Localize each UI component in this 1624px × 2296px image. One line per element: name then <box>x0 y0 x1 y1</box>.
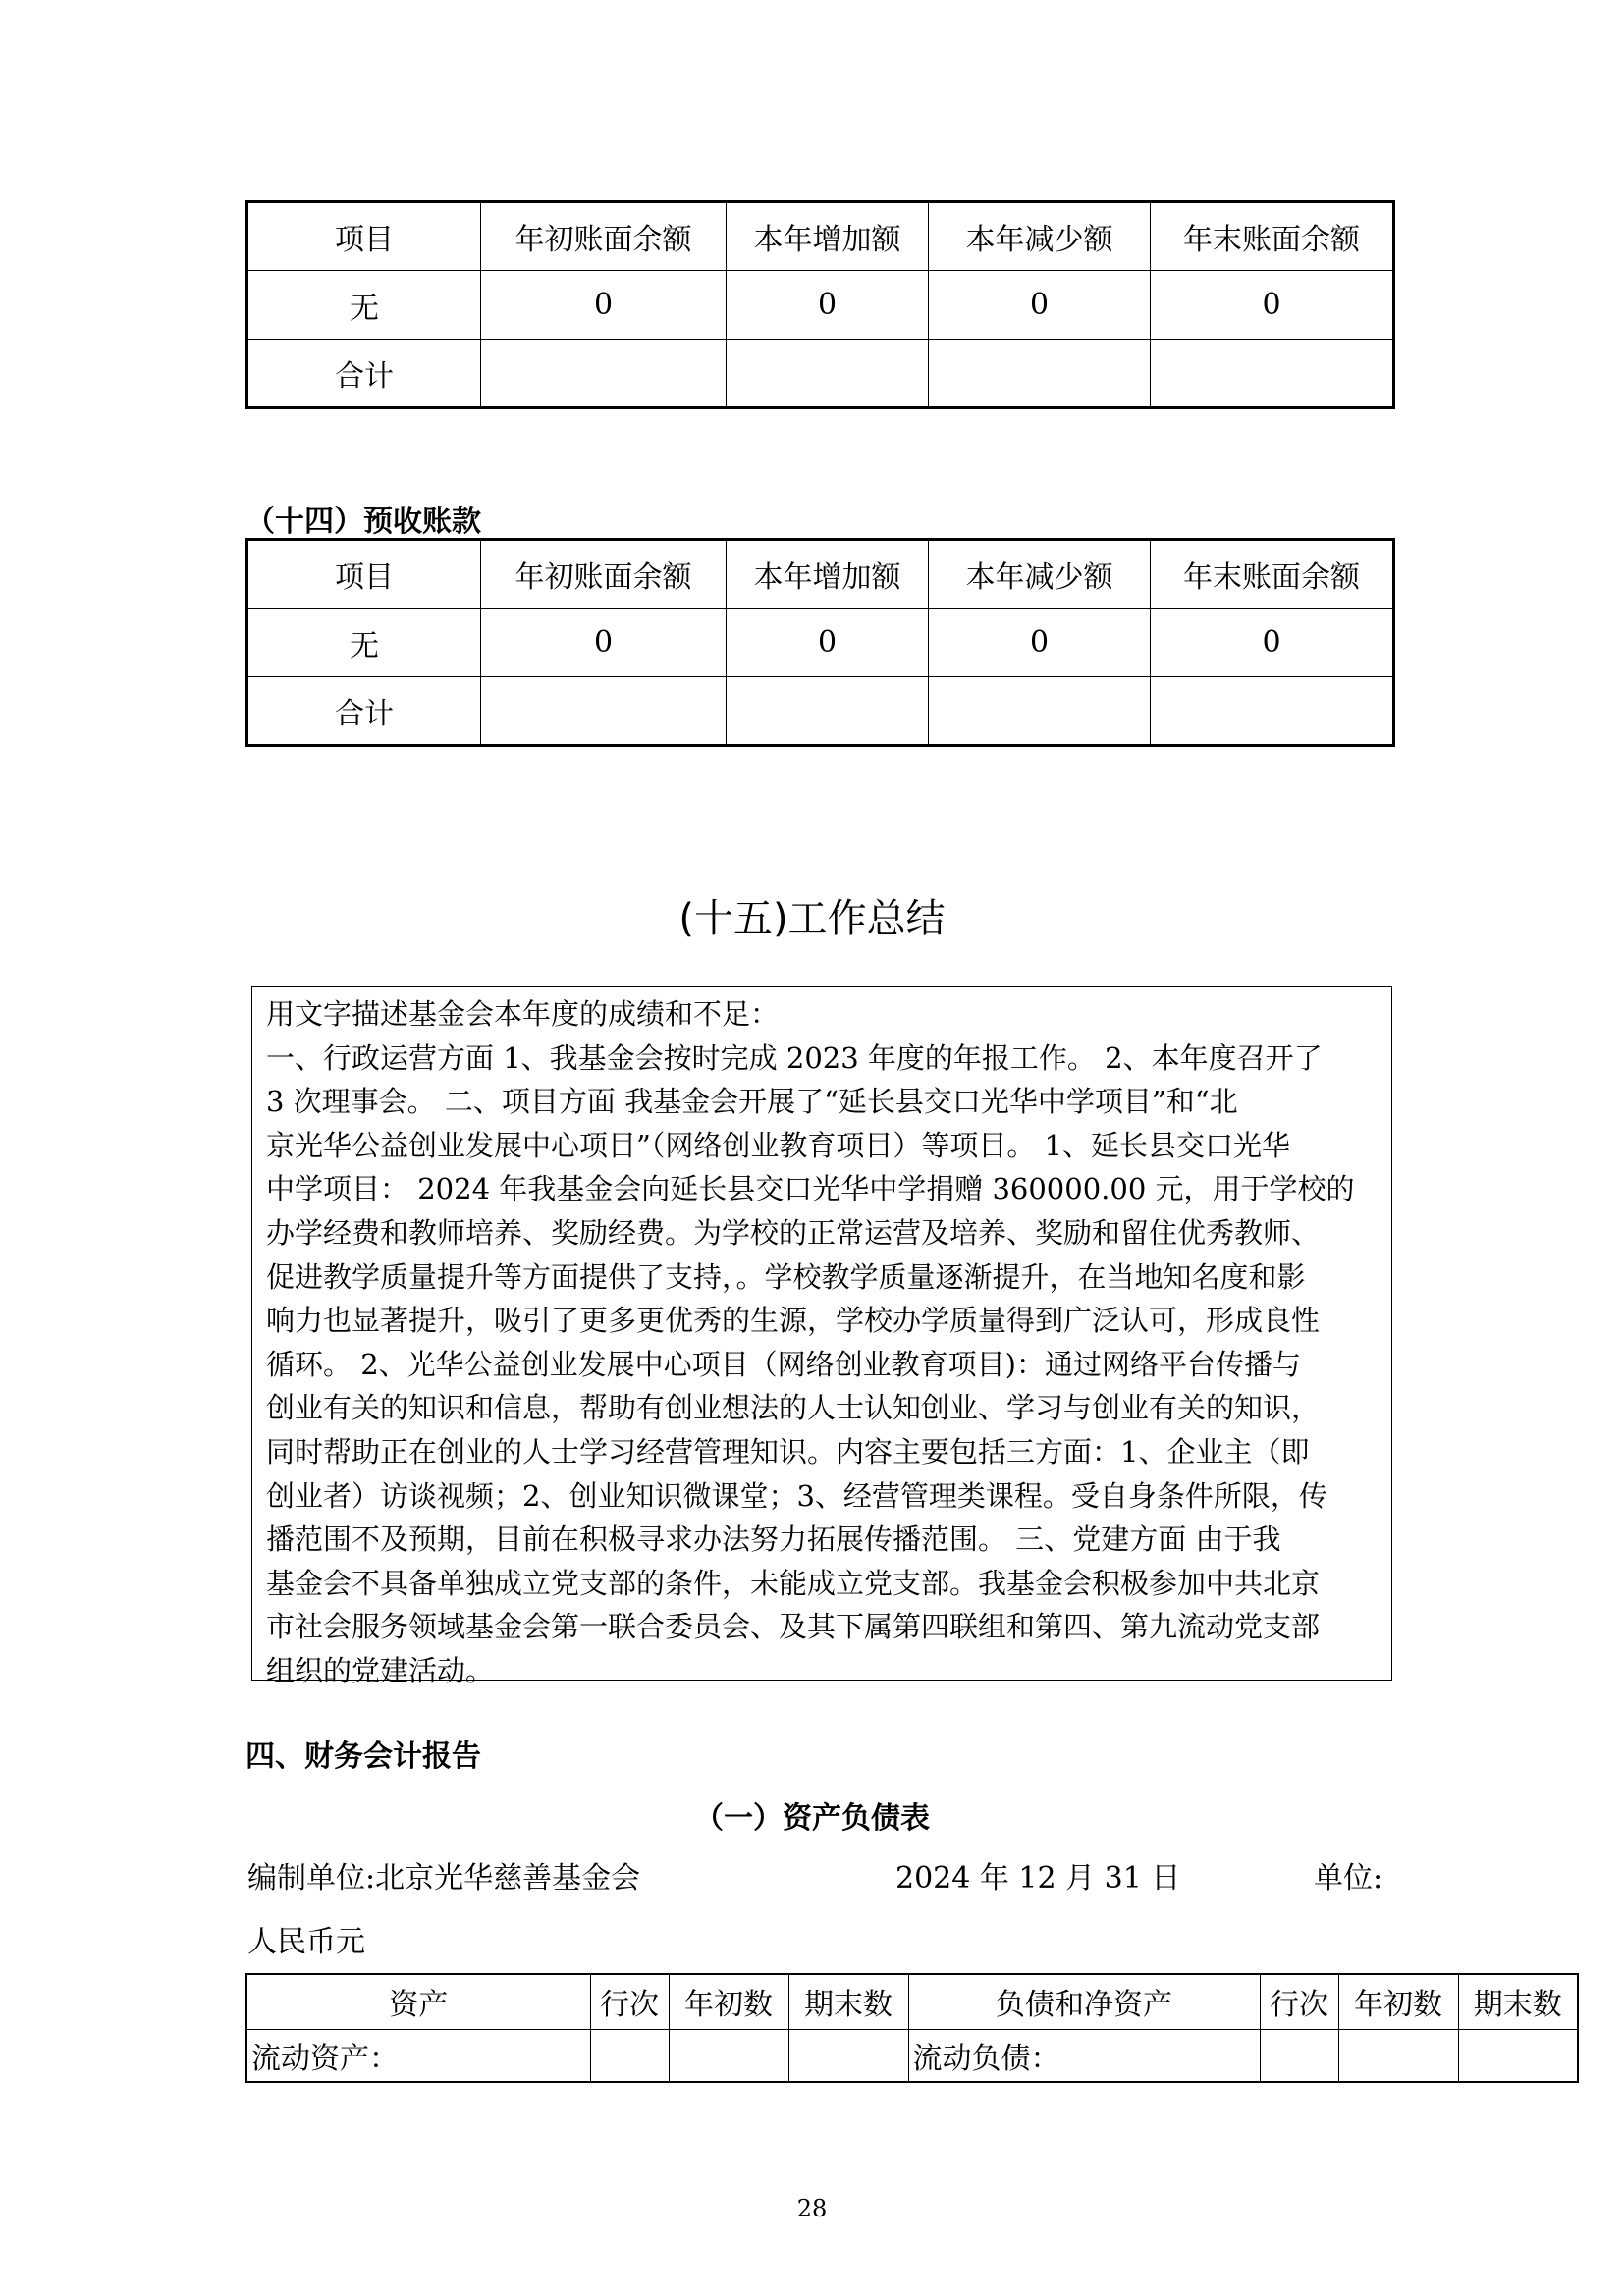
summary-line: 京光华公益创业发展中心项目”（网络创业教育项目）等项目。 1、延长县交口光华 <box>266 1128 1290 1162</box>
summary-line: 用文字描述基金会本年度的成绩和不足： <box>266 997 780 1031</box>
header-cell: 项目 <box>247 202 481 271</box>
table-cell: 合计 <box>247 340 481 408</box>
header-cell: 年初数 <box>669 1974 788 2029</box>
table-header-row <box>247 202 1394 271</box>
balance-sheet-title: （一）资产负债表 <box>694 1801 930 1836</box>
table-row <box>247 677 1394 746</box>
table-cell <box>1151 677 1394 746</box>
header-cell: 期末数 <box>1458 1974 1578 2029</box>
table-cell: 0 <box>481 271 727 340</box>
summary-line: 响力也显著提升，吸引了更多更优秀的生源，学校办学质量得到广泛认可，形成良性 <box>266 1304 1321 1338</box>
section-15-title: (十五)工作总结 <box>678 896 946 941</box>
table-2 <box>245 538 1395 747</box>
header-cell: 年末账面余额 <box>1151 202 1394 271</box>
table-row <box>247 271 1394 340</box>
page-number: 28 <box>796 2195 828 2222</box>
table-cell: 无 <box>247 271 481 340</box>
table-cell: 流动资产： <box>246 2029 590 2082</box>
table-cell <box>1458 2029 1578 2082</box>
table-cell <box>1338 2029 1458 2082</box>
table-cell <box>1260 2029 1338 2082</box>
table-header-row <box>247 540 1394 609</box>
table-row <box>247 609 1394 677</box>
table-cell <box>929 677 1151 746</box>
header-cell: 负债和净资产 <box>908 1974 1260 2029</box>
preparer-unit: 编制单位:北京光华慈善基金会 <box>247 1861 641 1896</box>
report-date: 2024 年 12 月 31 日 <box>895 1861 1181 1896</box>
table-cell <box>929 340 1151 408</box>
table-cell: 0 <box>929 609 1151 677</box>
header-cell: 本年减少额 <box>929 540 1151 609</box>
work-summary-box <box>251 986 1392 1687</box>
table-row <box>247 340 1394 408</box>
unit-prefix: 单位: <box>1314 1861 1383 1896</box>
header-cell: 年初数 <box>1338 1974 1458 2029</box>
table-cell: 0 <box>727 609 929 677</box>
table-cell: 0 <box>481 609 727 677</box>
header-cell: 年初账面余额 <box>481 540 727 609</box>
header-cell: 本年增加额 <box>727 202 929 271</box>
summary-line: 同时帮助正在创业的人士学习经营管理知识。内容主要包括三方面：1、企业主（即 <box>266 1434 1310 1468</box>
table-cell <box>669 2029 788 2082</box>
section-4-title: 四、财务会计报告 <box>245 1739 481 1774</box>
table-1 <box>245 200 1395 409</box>
header-cell: 资产 <box>246 1974 590 2029</box>
table-cell: 0 <box>727 271 929 340</box>
table-cell: 无 <box>247 609 481 677</box>
summary-line: 3 次理事会。 二、项目方面 我基金会开展了“延长县交口光华中学项目”和“北 <box>266 1085 1238 1119</box>
header-cell: 项目 <box>247 540 481 609</box>
summary-line: 基金会不具备单独成立党支部的条件，未能成立党支部。我基金会积极参加中共北京 <box>266 1566 1321 1600</box>
summary-line: 创业有关的知识和信息，帮助有创业想法的人士认知创业、学习与创业有关的知识， <box>266 1391 1321 1425</box>
table-cell: 流动负债： <box>908 2029 1260 2082</box>
table-row <box>246 2029 1578 2082</box>
table-cell <box>590 2029 669 2082</box>
table-cell <box>727 677 929 746</box>
table-cell <box>481 677 727 746</box>
table-cell <box>727 340 929 408</box>
header-cell: 行次 <box>1260 1974 1338 2029</box>
header-cell: 本年增加额 <box>727 540 929 609</box>
summary-line: 促进教学质量提升等方面提供了支持，。学校教学质量逐渐提升，在当地知名度和影 <box>266 1259 1306 1294</box>
balance-sheet-table <box>245 1973 1579 2083</box>
table-cell: 合计 <box>247 677 481 746</box>
table-cell <box>481 340 727 408</box>
header-cell: 本年减少额 <box>929 202 1151 271</box>
table-cell <box>788 2029 908 2082</box>
summary-line: 中学项目： 2024 年我基金会向延长县交口光华中学捐赠 360000.00 元，用于学校的 <box>266 1172 1355 1206</box>
summary-line: 组织的党建活动。 <box>266 1653 495 1687</box>
header-cell: 年初账面余额 <box>481 202 727 271</box>
header-cell: 期末数 <box>788 1974 908 2029</box>
summary-line: 播范围不及预期，目前在积极寻求办法努力拓展传播范围。 三、党建方面 由于我 <box>266 1522 1281 1557</box>
table-cell: 0 <box>1151 271 1394 340</box>
header-cell: 年末账面余额 <box>1151 540 1394 609</box>
table-cell: 0 <box>929 271 1151 340</box>
table-cell: 0 <box>1151 609 1394 677</box>
table-cell <box>1151 340 1394 408</box>
summary-line: 市社会服务领域基金会第一联合委员会、及其下属第四联组和第四、第九流动党支部 <box>266 1610 1321 1644</box>
currency-unit: 人民币元 <box>247 1925 365 1959</box>
summary-line: 循环。 2、光华公益创业发展中心项目（网络创业教育项目)：通过网络平台传播与 <box>266 1347 1301 1381</box>
summary-line: 办学经费和教师培养、奖励经费。为学校的正常运营及培养、奖励和留住优秀教师、 <box>266 1215 1321 1250</box>
summary-line: 一、行政运营方面 1、我基金会按时完成 2023 年度的年报工作。 2、本年度召开了 <box>266 1041 1323 1075</box>
table-header-row <box>246 1974 1578 2029</box>
section-14-title: （十四）预收账款 <box>245 505 481 539</box>
header-cell: 行次 <box>590 1974 669 2029</box>
summary-line: 创业者）访谈视频；2、创业知识微课堂；3、经营管理类课程。受自身条件所限，传 <box>266 1478 1327 1513</box>
